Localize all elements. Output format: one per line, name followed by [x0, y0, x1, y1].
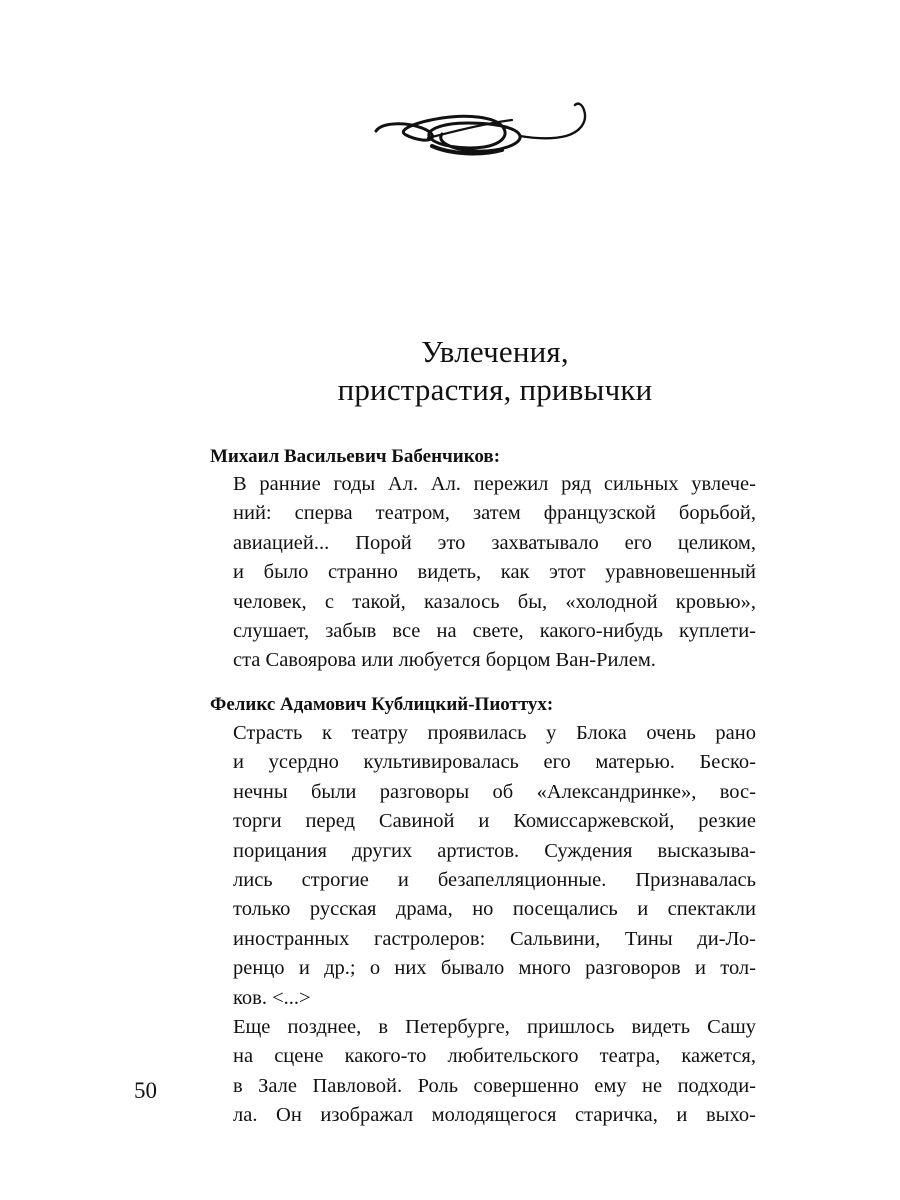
text-line: порицания других артистов. Суждения высказыва- — [233, 839, 756, 862]
text-line: авиацией... Порой это захватывало его целиком, — [233, 531, 756, 554]
text-line: и было странно видеть, как этот уравновешенный — [233, 561, 756, 584]
ornament-flourish — [372, 96, 594, 160]
text-line: в Зале Павловой. Роль совершенно ему не подходи- — [233, 1074, 756, 1097]
text-line: человек, с такой, казалось бы, «холодной кровью», — [233, 590, 756, 613]
chapter-title-line-2: пристрастия, привычки — [337, 372, 653, 407]
text-line: нечны были разговоры об «Александринке», вос- — [233, 780, 756, 803]
speaker-name: Феликс Адамович Кублицкий-Пиоттух: — [210, 694, 554, 715]
text-line: торги перед Савиной и Комиссаржевской, резкие — [233, 810, 756, 833]
text-line: слушает, забыв все на свете, какого-нибудь куплети- — [233, 619, 756, 642]
chapter-title-line-1: Увлечения, — [421, 334, 569, 369]
text-line: ков. <...> — [233, 986, 311, 1009]
text-line: Страсть к театру проявилась у Блока очень рано — [233, 722, 756, 744]
text-line: на сцене какого-то любительского театра, кажется, — [233, 1045, 756, 1068]
text-line: лись строгие и безапелляционные. Признавалась — [233, 868, 756, 891]
text-line: иностранных гастролеров: Сальвини, Тины ди-Ло- — [233, 927, 756, 950]
text-line: В ранние годы Ал. Ал. пережил ряд сильных увлече- — [233, 473, 756, 495]
page-number: 50 — [134, 1078, 157, 1103]
text-line: ний: сперва театром, затем французской борьбой, — [233, 502, 756, 525]
text-line: ста Савоярова или любуется борцом Ван-Рилем. — [233, 649, 656, 672]
text-line: ренцо и др.; о них бывало много разговоров и тол- — [233, 957, 756, 980]
quote-paragraph — [233, 719, 756, 1130]
text-line: только русская драма, но посещались и спектакли — [233, 898, 756, 921]
quote-paragraph — [233, 470, 756, 676]
text-line: и усердно культивировалась его матерью. Беско- — [233, 751, 756, 774]
text-line: ла. Он изображал молодящегося старичка, и выхо- — [233, 1104, 756, 1127]
speaker-name: Михаил Васильевич Бабенчиков: — [210, 446, 501, 467]
text-line: Еще позднее, в Петербурге, пришлось видеть Сашу — [233, 1015, 756, 1038]
